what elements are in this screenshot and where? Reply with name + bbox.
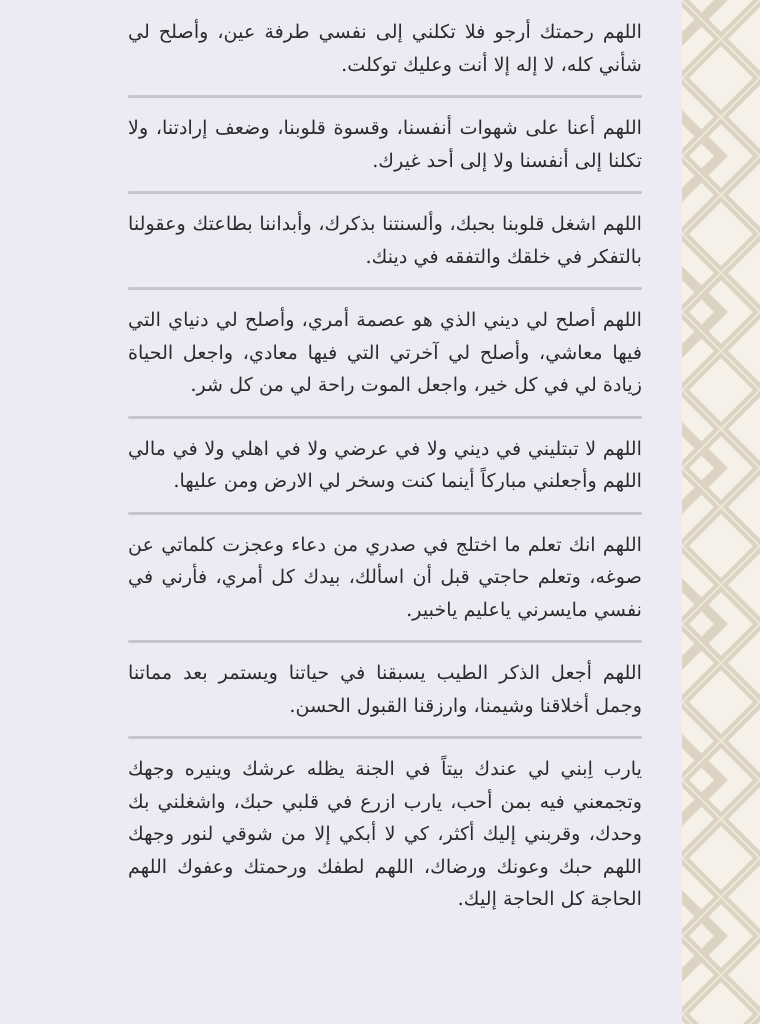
prayer-text: اللهم أجعل الذكر الطيب يسبقنا في حياتنا ويستمر بعد مماتنا وجمل أخلاقنا وشيمنا، وارزقنا القبول الحسن. (128, 661, 642, 717)
prayer-list (128, 16, 642, 916)
prayer-text: اللهم اشغل قلوبنا بحبك، وألسنتنا بذكرك، وأبداننا بطاعتك وعقولنا بالتفكر في خلقك والتفقه في دينك. (128, 212, 642, 268)
prayer-text: اللهم رحمتك أرجو فلا تكلني إلى نفسي طرفة عين، وأصلح لي شأني كله، لا إله إلا أنت وعليك توكلت. (128, 20, 642, 76)
divider-line (128, 640, 642, 643)
divider-line (128, 736, 642, 739)
prayer-text: اللهم لا تبتليني في ديني ولا في عرضي ولا في اهلي ولا في مالي اللهم وأجعلني مباركاً أينما كنت وسخر لي الارض ومن عليها. (128, 436, 642, 492)
prayer-text: اللهم انك تعلم ما اختلج في صدري من دعاء وعجزت كلماتي عن صوغه، وتعلم حاجتي قبل أن اسألك، بيدك كل أمري، فأرني في نفسي مايسرني ياعليم ياخبير. (128, 532, 642, 621)
prayer-text: يارب اِبني لي عندك بيتاً في الجنة يظله عرشك وينيره وجهك وتجمعني فيه بمن أحب، يارب ازرع في قلبي حبك، واشغلني بك وحدك، وقربني إليك أكثر، كي لا أبكي إلا من شوقي لنور وجهك اللهم حبك وعونك ورضاك، اللهم لطفك ورحمتك وعفوك اللهم الحاجة كل الحاجة إليك. (128, 757, 642, 910)
divider-line (128, 95, 642, 98)
divider-line (128, 287, 642, 290)
divider-line (128, 191, 642, 194)
divider-line (128, 512, 642, 515)
divider-line (128, 416, 642, 419)
geometric-lattice-border-icon (682, 0, 760, 1024)
prayer-text: اللهم أعنا على شهوات أنفسنا، وقسوة قلوبنا، وضعف إرادتنا، ولا تكلنا إلى أنفسنا ولا إلى أحد غيرك. (128, 116, 642, 172)
prayer-text: اللهم أصلح لي ديني الذي هو عصمة أمري، وأصلح لي دنياي التي فيها معاشي، وأصلح لي آخرتي التي فيها معادي، واجعل الحياة زيادة لي في كل خير، واجعل الموت راحة لي من كل شر. (128, 308, 642, 396)
